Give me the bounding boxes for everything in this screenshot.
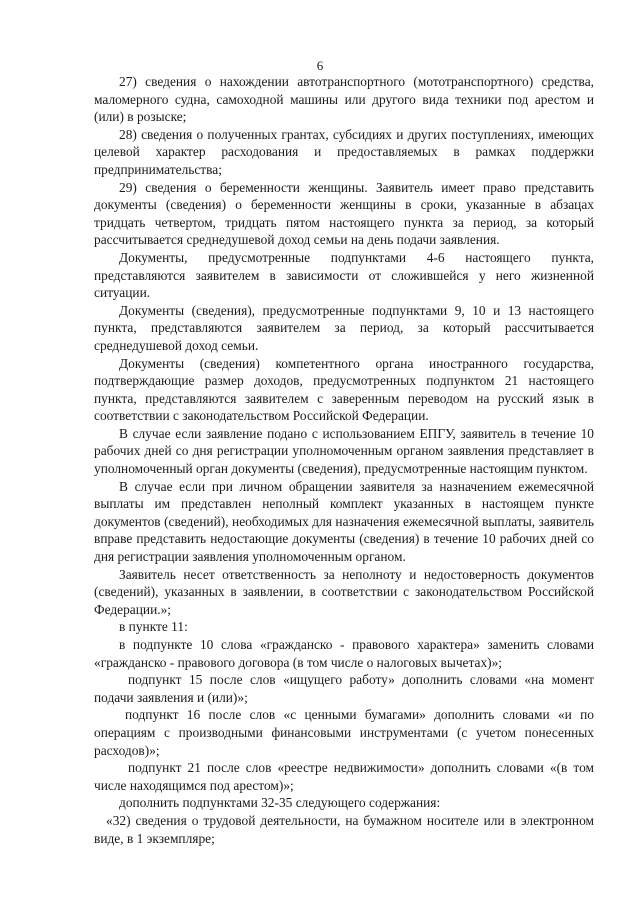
paragraph: подпункт 21 после слов «реестре недвижимости» дополнить словами «(в том числе находящимся под арестом)»; (94, 760, 594, 793)
paragraph: 29) сведения о беременности женщины. Заявитель имеет право представить документы (сведения) о беременности женщины в сроки, указанные в абзацах тридцать четвертом, тридцать пятом настоящего пункта за период, за который рассчитывается среднедушевой доход семьи на день подачи заявления. (94, 179, 594, 248)
paragraph: в подпункте 10 слова «гражданско - правового характера» заменить словами «гражданско - правового договора (в том числе о налоговых вычетах)»; (94, 637, 594, 670)
paragraph: 28) сведения о полученных грантах, субсидиях и других поступлениях, имеющих целевой характер расходования и предоставляемых в рамках поддержки предпринимательства; (94, 126, 594, 177)
paragraph: Документы (сведения), предусмотренные подпунктами 9, 10 и 13 настоящего пункта, представляются заявителем за период, за который рассчитывается среднедушевой доход семьи. (94, 302, 594, 353)
paragraph: 27) сведения о нахождении автотранспортного (мототранспортного) средства, маломерного судна, самоходной машины или другого вида техники под арестом и (или) в розыске; (94, 74, 594, 125)
paragraph: Заявитель несет ответственность за неполноту и недостоверность документов (сведений), указанных в заявлении, в соответствии с законодательством Российской Федерации.»; (94, 566, 594, 617)
paragraph: «32) сведения о трудовой деятельности, на бумажном носителе или в электронном виде, в 1 экземпляре; (94, 812, 594, 846)
paragraph: Документы (сведения) компетентного органа иностранного государства, подтверждающие размер доходов, предусмотренных подпунктом 21 настоящего пункта, представляются заявителем с заверенным переводом на русский язык в соответствии с законодательством Российской Федерации. (94, 355, 594, 424)
paragraph: В случае если при личном обращении заявителя за назначением ежемесячной выплаты им представлен неполный комплект указанных в настоящем пункте документов (сведений), необходимых для назначения ежемесячной выплаты, заявитель вправе представить недостающие документы (сведения) в течение 10 рабочих дней со дня регистрации заявления уполномоченным органом. (94, 478, 594, 565)
paragraph: дополнить подпунктами 32-35 следующего содержания: (119, 795, 441, 811)
document-body (94, 73, 594, 847)
paragraph: подпункт 15 после слов «ищущего работу» дополнить словами «на момент подачи заявления и (или)»; (94, 672, 594, 705)
paragraph: подпункт 16 после слов «с ценными бумагами» дополнить словами «и по операциям с производными финансовыми инструментами (с учетом понесенных расходов)»; (94, 707, 594, 758)
paragraph: в пункте 11: (119, 619, 188, 635)
page-number: 6 (316, 58, 324, 73)
paragraph: Документы, предусмотренные подпунктами 4-6 настоящего пункта, представляются заявителем в зависимости от сложившейся у него жизненной ситуации. (94, 249, 594, 301)
paragraph: В случае если заявление подано с использованием ЕПГУ, заявитель в течение 10 рабочих дней со дня регистрации уполномоченным органом заявления представляет в уполномоченный орган документы (сведения), предусмотренные настоящим пунктом. (94, 425, 594, 477)
